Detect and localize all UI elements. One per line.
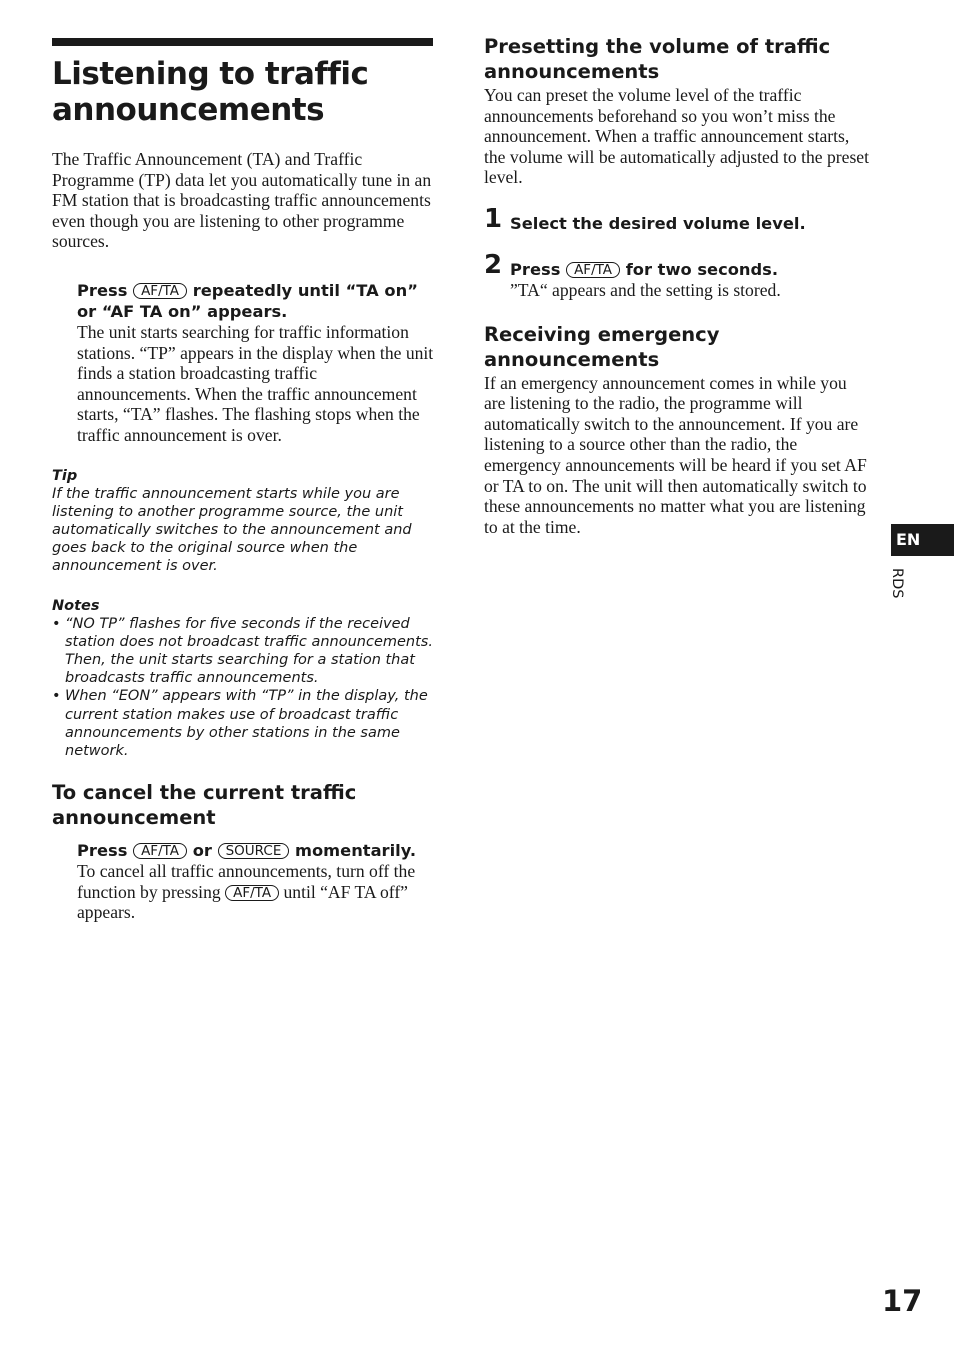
af-ta-key: AF/TA (566, 262, 620, 278)
left-column (52, 38, 434, 923)
af-ta-key: AF/TA (133, 283, 187, 299)
af-ta-key: AF/TA (225, 885, 279, 901)
intro-paragraph: The Traffic Announcement (TA) and Traffic Programme (TP) data let you automatically tune in an FM station that is broadcasting traffic announcements even though you are listening to other programme sources. (52, 149, 432, 252)
step-2-heading: Press AF/TA for two seconds. (510, 259, 779, 279)
ta-step (77, 280, 434, 446)
note-item: • “NO TP” flashes for five seconds if the received station does not broadcast traffic announcements. Then, the unit starts searching for a station that broadcasts traffic announcements. (52, 615, 433, 687)
note-item: • When “EON” appears with “TP” in the display, the current station makes use of broadcast traffic announcements by other stations in the same network. (52, 688, 428, 759)
tip-text: If the traffic announcement starts while you are listening to another programme source, the unit automatically switches to the announcement and goes back to the original source when the announcement is over. (52, 485, 412, 575)
volume-step-1 (484, 203, 870, 236)
preset-paragraph: You can preset the volume level of the traffic announcements beforehand so you won’t miss the announcement. When a traffic announcement starts, the volume will be automatically adjusted to the preset level. (484, 85, 870, 188)
source-key: SOURCE (218, 843, 290, 859)
page-number: 17 (882, 1284, 923, 1318)
cancel-step-heading: Press AF/TA or SOURCE momentarily. (77, 841, 417, 861)
language-tab: EN (891, 524, 954, 556)
cancel-step-body: To cancel all traffic announcements, turn off the function by pressing AF/TA until “AF TA off” appears. (77, 861, 416, 923)
step-number: 1 (484, 203, 503, 234)
step-2-body: ”TA“ appears and the setting is stored. (510, 279, 781, 300)
step-number: 2 (484, 249, 503, 280)
ta-step-body: The unit starts searching for traffic information stations. “TP” appears in the display when the unit finds a station broadcasting traffic announcements. When the traffic announcement starts, “TA” flashes. The flashing stops when the traffic announcement is over. (77, 321, 434, 445)
right-column (484, 34, 870, 537)
page-title-line1: Listening to traffic (52, 56, 369, 92)
page-title-line2: announcements (52, 92, 325, 128)
emergency-heading: Receiving emergency announcements (484, 322, 720, 371)
preset-heading: Presetting the volume of traffic announcements (484, 35, 831, 83)
title-rule (52, 38, 433, 46)
volume-step-2 (484, 249, 870, 301)
tip-block (52, 467, 434, 576)
step-1-text: Select the desired volume level. (510, 213, 806, 233)
section-label: RDS (889, 568, 905, 599)
notes-label: Notes (52, 597, 100, 614)
tip-label: Tip (52, 467, 78, 484)
emergency-paragraph: If an emergency announcement comes in while you are listening to the radio, the programme will automatically switch to the announcement. If you are listening to a source other than the radio, the emergency announcements will be heard if you set AF or TA to on. The unit will then automatically switch to these announcements no matter what you are listening to at the time. (484, 372, 867, 537)
cancel-heading: To cancel the current traffic announcement (52, 781, 357, 830)
cancel-step (77, 840, 434, 923)
page-title (52, 56, 434, 128)
notes-block (52, 597, 434, 761)
ta-step-heading: Press AF/TA repeatedly until “TA on” or “AF TA on” appears. (77, 280, 418, 321)
af-ta-key: AF/TA (133, 843, 187, 859)
